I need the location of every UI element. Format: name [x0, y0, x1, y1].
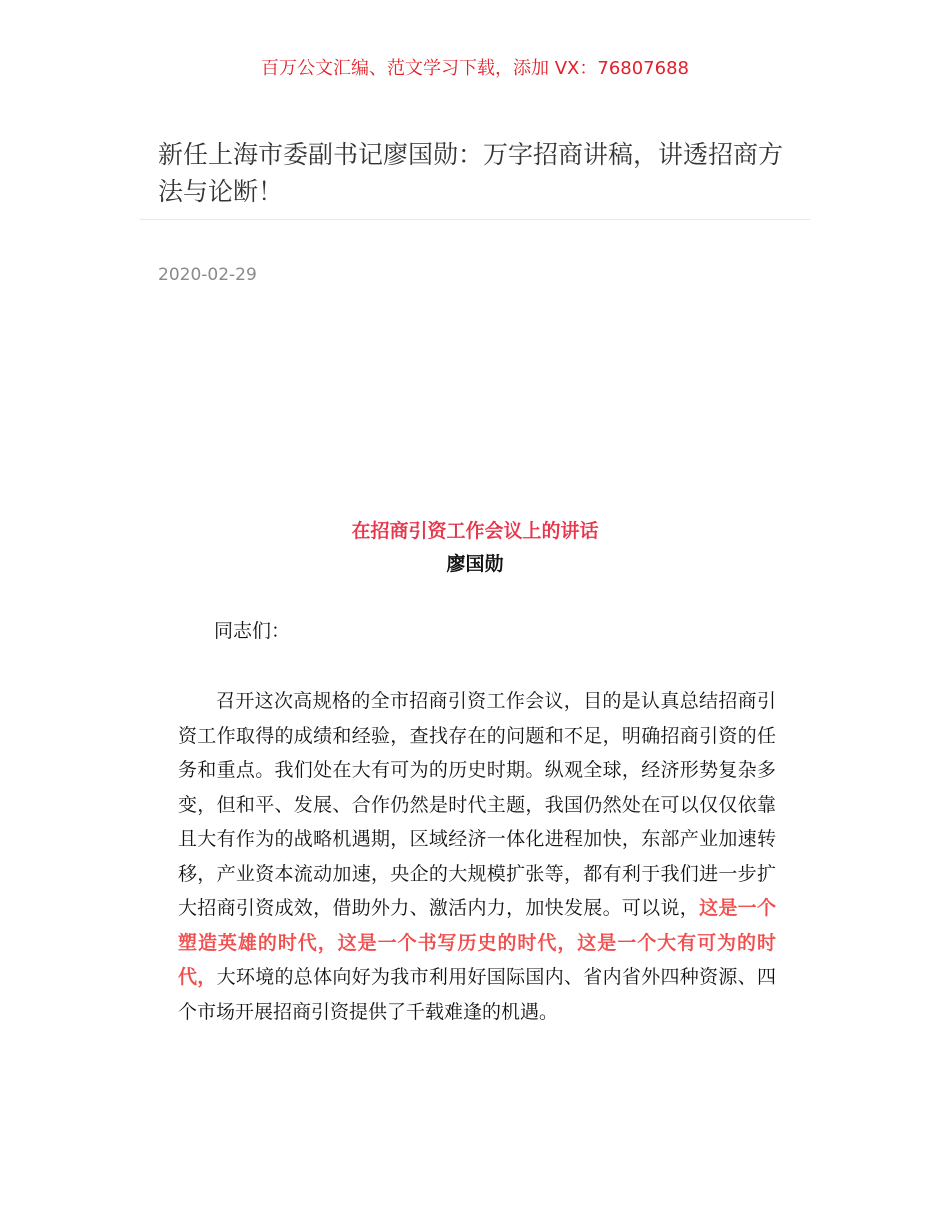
promo-banner: 百万公文汇编、范文学习下载，添加 VX：76807688 [261, 58, 689, 79]
article-date: 2020-02-29 [158, 265, 257, 285]
paragraph-text: 召开这次高规格的全市招商引资工作会议，目的是认真总结招商引资工作取得的成绩和经验，查找存在的问题和不足，明确招商引资的任务和重点。我们处在大有可为的历史时期。纵观全球，经济形势复杂多变，但和平、发展、合作仍然是时代主题，我国仍然处在可以仅仅依靠且大有作为的战略机遇期，区域经济一体化进程加快，东部产业加速转移，产业资本流动加速，央企的大规模扩张等，都有利于我们进一步扩大招商引资成效，借助外力、激活内力，加快发展。可以说， [178, 690, 776, 919]
highlighted-text: 这是一个塑造英雄的时代，这是一个书写历史的时代，这是一个大有可为的时代， [178, 897, 776, 988]
paragraph-text-end: 大环境的总体向好为我市利用好国际国内、省内省外四种资源、四个市场开展招商引资提供了千载难逢的机遇。 [178, 966, 776, 1023]
greeting: 同志们： [214, 620, 291, 642]
body-paragraph [178, 684, 776, 1029]
speaker-name: 廖国勋 [446, 553, 504, 575]
article-title: 新任上海市委副书记廖国勋：万字招商讲稿，讲透招商方法与论断！ [158, 140, 784, 206]
title-divider [140, 219, 810, 220]
speech-title: 在招商引资工作会议上的讲话 [351, 520, 599, 542]
